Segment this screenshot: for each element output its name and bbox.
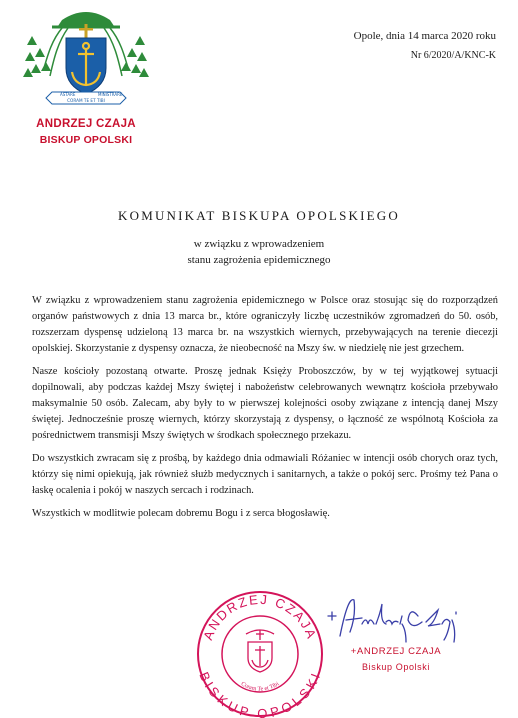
document-subtitle <box>0 236 518 268</box>
reference-number: Nr 6/2020/A/KNC-K <box>410 50 496 61</box>
svg-text:Coram Te et Tibi: Coram Te et Tibi <box>239 681 281 693</box>
svg-text:ANDRZEJ CZAJA: ANDRZEJ CZAJA <box>200 591 320 643</box>
svg-text:BISKUP OPOLSKI: BISKUP OPOLSKI <box>196 669 324 718</box>
signatory-name: +ANDRZEJ CZAJA <box>350 646 442 657</box>
subtitle-line-1: w związku z wprowadzeniem <box>193 238 325 250</box>
paragraph-4: Wszystkich w modlitwie polecam dobremu Bogu i z serca błogosławię. <box>32 508 330 519</box>
bishop-name: ANDRZEJ CZAJA <box>36 118 136 130</box>
bishop-seal-stamp <box>196 590 324 718</box>
paragraph-2: Nasze kościoły pozostaną otwarte. Proszę jednak Księży Proboszczów, by w tej wyjątkowej sytuacji dopilnowali, aby podczas każdej Mszy świętej i nabożeństw celebrowanych wewnątrz kościoła przebywało maksymalnie 50 osób. Zalecam, aby były to w pierwszej kolejności osoby związane z intencją danej Mszy świętej. Jednocześnie proszę wiernych, którzy skorzystają z dyspensy, o łączność ze wspólnotą Kościoła za pośrednictwem transmisji Mszy świętych w środkach społecznego przekazu. <box>32 366 498 441</box>
bishop-title: BISKUP OPOLSKI <box>39 134 133 146</box>
subtitle-line-2: stanu zagrożenia epidemicznego <box>187 254 331 266</box>
svg-text:ASTARE: ASTARE <box>60 92 76 97</box>
document-title: KOMUNIKAT BISKUPA OPOLSKIEGO <box>118 208 400 223</box>
paragraph-1: W związku z wprowadzeniem stanu zagrożenia epidemicznego w Polsce oraz stosując się do rozporządzeń organów państwowych z dnia 13 marca br., które ograniczyły liczbę uczestników zgromadzeń do 50. osób, rozszerzam dyspensę udzieloną 13 marca br. na wszystkich wiernych, przebywających na terenie diecezji opolskiej. Skorzystanie z dyspensy oznacza, że nieobecność na Mszy św. w niedzielę nie jest grzechem. <box>32 295 498 354</box>
paragraph-3: Do wszystkich zwracam się z prośbą, by każdego dnia odmawiali Różaniec w intencji osób chorych oraz tych, którzy się nimi opiekują, jak również służb medycznych i sanitarnych, a także o pokój serc. Prośmy też Pana o łaskę ocalenia i pokój w naszych sercach i rodzinach. <box>32 453 498 496</box>
handwritten-signature <box>322 586 472 650</box>
signatory-title: Biskup Opolski <box>362 662 430 672</box>
document-body <box>32 293 498 529</box>
place-date: Opole, dnia 14 marca 2020 roku <box>353 30 496 42</box>
svg-text:CORAM TE ET TIBI: CORAM TE ET TIBI <box>67 98 105 103</box>
svg-text:MINISTRARE: MINISTRARE <box>98 92 123 97</box>
coat-of-arms-logo <box>22 6 150 114</box>
